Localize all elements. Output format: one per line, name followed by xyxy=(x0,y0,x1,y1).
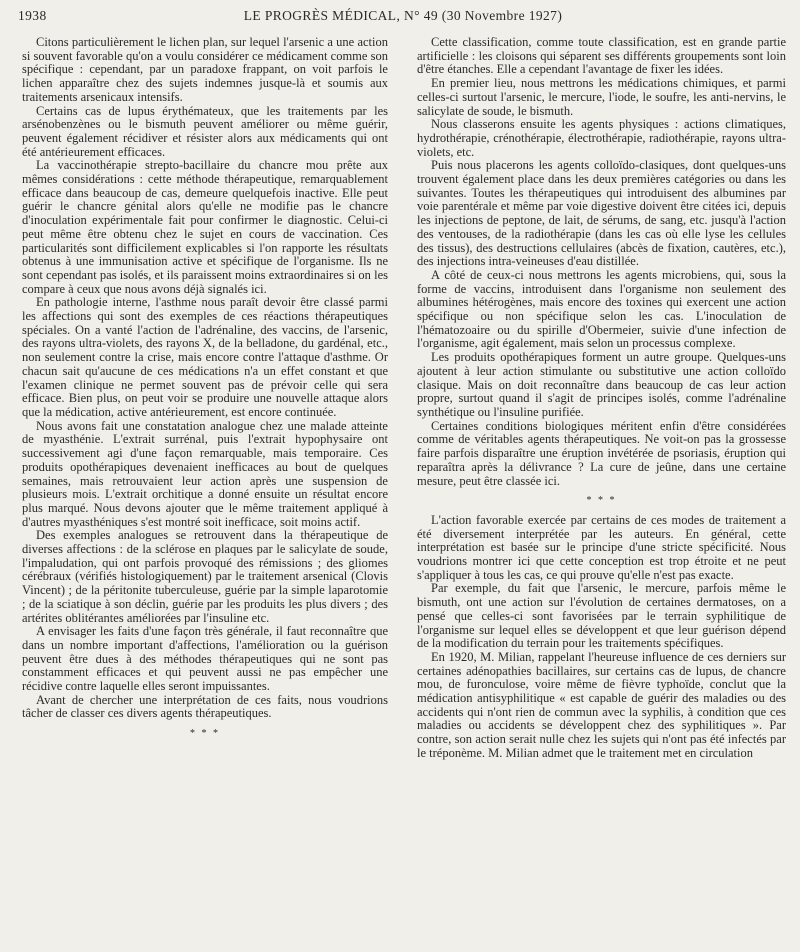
running-title: LE PROGRÈS MÉDICAL, N° 49 (30 Novembre 1927) xyxy=(243,8,563,23)
right-column xyxy=(417,36,786,761)
paragraph: L'action favorable exercée par certains de ces modes de traitement a été diversement interprétée par les auteurs. En général, cette interprétation est basée sur le principe d'une stricte spécificité. Nous voudrions montrer ici que cette conception est trop étroite et ne peut s'appliquer à tous les cas, ce qui prouve qu'elle n'est pas exacte. xyxy=(417,512,786,582)
page-number: 1938 xyxy=(18,8,47,23)
paragraph: La vaccinothérapie strepto-bacillaire du chancre mou prête aux mêmes considérations : cette méthode thérapeutique, remarquablement efficace dans beaucoup de cas, demeure quelquefois inactive. Elle peut guérir le chancre génital alors qu'elle ne modifie pas le chancre d'inoculation expérimentale fait pour confirmer le diagnostic. Celui-ci peut même être obtenu chez le sujet en cours de vaccination. Ces particularités sont difficilement explicables si l'on rapporte les résultats obtenus à une immunisation active et spécifique de l'organisme. Ils ne sont cependant pas isolés, et ils paraissent moins extraordinaires si on les compare à ceux que nous avons déjà signalés ici. xyxy=(22,158,388,296)
paragraph: Nous avons fait une constatation analogue chez une malade atteinte de myasthénie. L'extrait surrénal, puis l'extrait hypophysaire ont successivement agi d'une façon remarquable, mais temporaire. Ces produits opothérapiques devenaient inefficaces au bout de quelques semaines, mais retrouvaient leur action après une suspension de plusieurs mois. L'extrait orchitique a donné ensuite un résultat encore plus marqué. Nous devons ajouter que le même traitement appliqué à d'autres myasthéniques s'est montré soit inefficace, soit moins actif. xyxy=(22,418,388,529)
section-separator: * * * xyxy=(586,495,617,507)
paragraph: Certains cas de lupus érythémateux, que les traitements par les arsénobenzènes ou le bismuth peuvent améliorer ou même guérir, peuvent également récidiver et résister alors aux médicaments qui ont été antérieurement efficaces. xyxy=(22,103,388,159)
paragraph: Nous classerons ensuite les agents physiques : actions climatiques, hydrothérapie, crénothérapie, électrothérapie, radiothérapie, rayons ultra-violets, etc. xyxy=(417,117,786,159)
paragraph: Des exemples analogues se retrouvent dans la thérapeutique de diverses affections : de la sclérose en plaques par le salicylate de soude, l'impaludation, qui ont parfois provoqué des rémissions ; des gliomes cérébraux (vérifiés histologiquement) par le traitement arsenical (Clovis Vincent) ; de la péritonite tuberculeuse, guérie par la simple laparotomie ; de la sciatique à son déclin, guérie par les produits les plus divers ; des artérites oblitérantes améliorées par l'insuline etc. xyxy=(22,528,388,625)
paragraph: Puis nous placerons les agents colloïdo-clasiques, dont quelques-uns trouvent également place dans les deux premières catégories ou dans les suivantes. Toutes les thérapeutiques qui introduisent des albumines par voie parentérale et même par voie digestive doivent être citées ici, depuis les injections de peptone, de lait, de sérums, de sang, etc. jusqu'à l'action des ventouses, de la radiothérapie (dans les cas où elle lyse les cellules des tissus), des destructions cellulaires (abcès de fixation, cautères, etc.), des injections intra-veineuses d'eau distillée. xyxy=(417,158,786,269)
paragraph: Avant de chercher une interprétation de ces faits, nous voudrions tâcher de classer ces divers agents thérapeutiques. xyxy=(22,692,388,721)
paragraph: Certaines conditions biologiques méritent enfin d'être considérées comme de véritables agents thérapeutiques. Ne voit-on pas la grossesse faire parfois disparaître une éruption invétérée de psoriasis, éruption qui reparaîtra après la délivrance ? La cure de jeûne, dans une certaine mesure, peut être classée ici. xyxy=(417,418,786,488)
left-column xyxy=(22,36,388,747)
paragraph: A côté de ceux-ci nous mettrons les agents microbiens, qui, sous la forme de vaccins, introduisent dans l'organisme non seulement des albumines hétérogènes, mais encore des toxines qui exercent une action spécifique ou non spécifique selon les cas. L'inoculation de l'hématozoaire ou du spirille d'Obermeier, suivie d'une infection de l'organisme, agit également, mais selon un processus complexe. xyxy=(417,267,786,351)
paragraph: Cette classification, comme toute classification, est en grande partie artificielle : les cloisons qui séparent ses différents groupements sont loin d'être étanches. Elle a cependant l'avantage de fixer les idées. xyxy=(417,35,786,77)
paragraph: Citons particulièrement le lichen plan, sur lequel l'arsenic a une action si souvent favorable qu'on a voulu considérer ce médicament comme son spécifique : cependant, par un paradoxe frappant, on voit parfois le lichen apparaître chez des sujets indemnes jusque-là et soumis aux traitements arsenicaux intensifs. xyxy=(22,35,388,104)
section-separator: * * * xyxy=(190,728,220,740)
page-header xyxy=(18,8,788,28)
paragraph: En pathologie interne, l'asthme nous paraît devoir être classé parmi les affections qui sont des exemples de ces réactions thérapeutiques spéciales. On a vanté l'action de l'adrénaline, des vaccins, de l'arsenic, des rayons ultra-violets, des rayons X, de la belladone, du gardénal, etc., non seulement contre la crise, mais encore contre l'attaque d'asthme. Or chacun sait qu'aucune de ces médications n'a un effet constant et que l'examen clinique ne permet souvent pas de prévoir celle qui sera efficace. Bien plus, on peut voir se produire une nouvelle attaque alors que la médication, active antérieurement, est encore continuée. xyxy=(22,295,388,419)
paragraph: A envisager les faits d'une façon très générale, il faut reconnaître que dans un nombre important d'affections, l'amélioration ou la guérison peuvent être dues à des méthodes thérapeutiques qui ne sont pas constamment efficaces et qui peuvent aussi ne pas empêcher une récidive contre laquelle elles seront impuissantes. xyxy=(22,624,388,694)
paragraph: En premier lieu, nous mettrons les médications chimiques, et parmi celles-ci surtout l'arsenic, le mercure, l'iode, le soufre, les anti-nervins, le salicylate de soude, le bismuth. xyxy=(417,76,786,118)
paragraph: Les produits opothérapiques forment un autre groupe. Quelques-uns ajoutent à leur action stimulante ou substitutive une action colloïdo clasique. Mais on doit reconnaître dans beaucoup de cas leur action propre, surtout quand il s'agit de principes isolés, comme l'adrénaline synthétique ou l'insuline purifiée. xyxy=(417,350,786,419)
paragraph: En 1920, M. Milian, rappelant l'heureuse influence de ces derniers sur certaines adénopathies bacillaires, sur certains cas de lupus, de chancre mou, de furonculose, voire même de fièvre typhoïde, conclut que la médication antisyphilitique « est capable de guérir des maladies ou des accidents qui n'ont rien de commun avec la syphilis, à condition que ces maladies ou accidents se développent chez des syphilitiques ». Par contre, son action serait nulle chez les sujets qui n'ont pas été infectés par le tréponème. M. Milian admet que le traitement met en circulation xyxy=(417,649,786,760)
paragraph: Par exemple, du fait que l'arsenic, le mercure, parfois même le bismuth, ont une action sur l'évolution de certaines dermatoses, on a pensé que celles-ci sont favorisées par le terrain syphilitique de l'organisme sur lequel elles se développent et que leur guérison dépend de la modification du terrain pour les traitements spécifiques. xyxy=(417,581,786,651)
